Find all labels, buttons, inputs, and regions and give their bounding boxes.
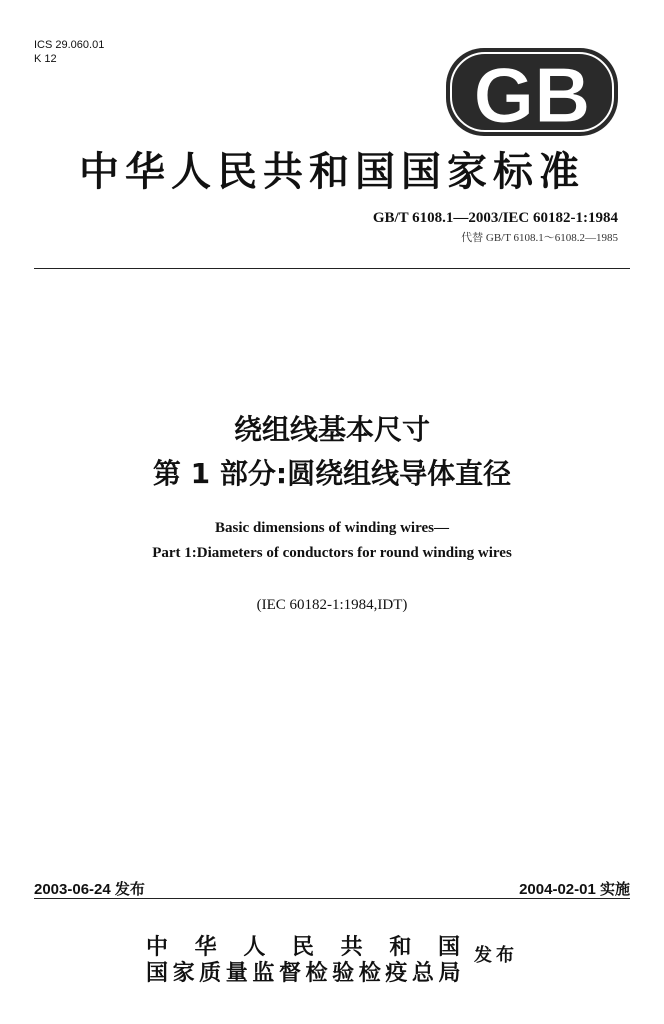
chinese-title-line-2: 第 1 部分:圆绕组线导体直径 bbox=[152, 457, 512, 490]
national-standard-title: 中华人民共和国国家标准 bbox=[79, 148, 585, 195]
top-divider bbox=[34, 268, 630, 269]
publisher-label: 发布 bbox=[474, 945, 518, 966]
bottom-divider bbox=[34, 898, 630, 899]
standard-number: GB/T 6108.1—2003/IEC 60182-1:1984 bbox=[372, 210, 618, 226]
classification-codes bbox=[34, 38, 104, 66]
implementation-date: 2004-02-01 实施 bbox=[519, 881, 630, 898]
issue-date: 2003-06-24 发布 bbox=[34, 881, 145, 898]
english-title-line-1: Basic dimensions of winding wires— bbox=[215, 520, 449, 536]
ics-code: ICS 29.060.01 bbox=[34, 39, 105, 51]
publisher-org-line-1: 中华人民共和国 bbox=[146, 934, 460, 960]
gb-logo bbox=[444, 46, 620, 138]
class-code: K 12 bbox=[34, 53, 57, 65]
publisher-org-line-2: 国家质量监督检验检疫总局 bbox=[146, 960, 460, 986]
english-title-line-2: Part 1:Diameters of conductors for round winding wires bbox=[152, 545, 512, 561]
gb-logo-text: GB bbox=[473, 51, 591, 138]
adoption-note: (IEC 60182-1:1984,IDT) bbox=[256, 597, 408, 613]
replaces-note: 代替 GB/T 6108.1～6108.2—1985 bbox=[461, 232, 618, 244]
chinese-title-line-1: 绕组线基本尺寸 bbox=[233, 413, 430, 446]
